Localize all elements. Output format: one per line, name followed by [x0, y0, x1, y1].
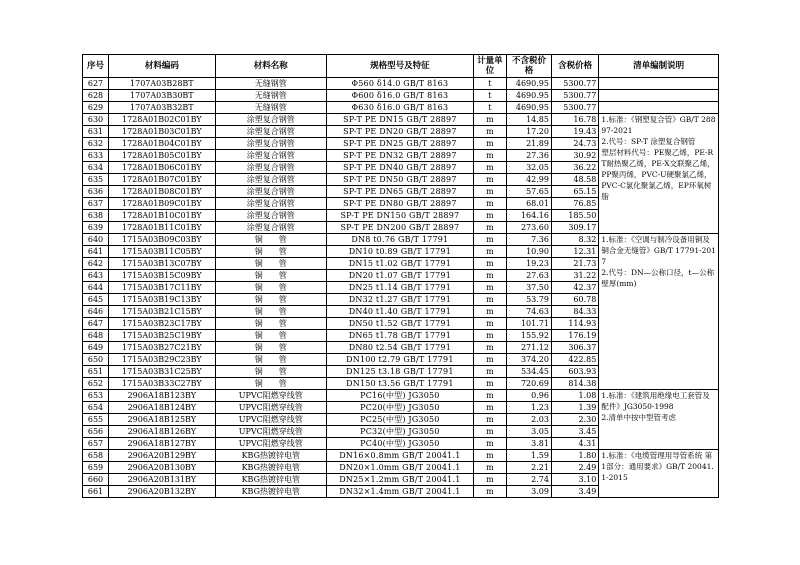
cell-code: 1728A01B07C01BY: [109, 174, 216, 186]
header-spec: 规格型号及特征: [326, 55, 473, 78]
cell-spec: DN25×1.2mm GB/T 20041.1: [326, 474, 473, 486]
cell-price-excl-tax: 19.23: [506, 258, 551, 270]
cell-spec: SP-T PE DN150 GB/T 28897: [326, 210, 473, 222]
cell-price-excl-tax: 374.20: [506, 354, 551, 366]
cell-name: 铜 管: [215, 234, 326, 246]
cell-name: 无缝钢管: [215, 102, 326, 114]
cell-code: 1715A03B21C15BY: [109, 306, 216, 318]
cell-price-incl-tax: 5300.77: [551, 78, 598, 90]
cell-name: UPVC阻燃穿线管: [215, 414, 326, 426]
cell-unit: m: [473, 210, 506, 222]
cell-name: 涂塑复合钢管: [215, 114, 326, 126]
cell-name: KBG热镀锌电管: [215, 474, 326, 486]
cell-price-incl-tax: 16.78: [551, 114, 598, 126]
cell-name: 涂塑复合钢管: [215, 162, 326, 174]
cell-code: 2906A20B131BY: [109, 474, 216, 486]
cell-price-excl-tax: 4690.95: [506, 90, 551, 102]
cell-spec: DN40 t1.40 GB/T 17791: [326, 306, 473, 318]
cell-seq: 634: [83, 162, 109, 174]
cell-price-incl-tax: 3.10: [551, 474, 598, 486]
header-code: 材料编码: [109, 55, 216, 78]
cell-spec: Φ560 δ14.0 GB/T 8163: [326, 78, 473, 90]
cell-name: 铜 管: [215, 246, 326, 258]
cell-price-incl-tax: 65.15: [551, 186, 598, 198]
cell-name: UPVC阻燃穿线管: [215, 426, 326, 438]
cell-unit: m: [473, 126, 506, 138]
cell-spec: SP-T PE DN40 GB/T 28897: [326, 162, 473, 174]
cell-notes-empty: [599, 78, 719, 90]
cell-unit: m: [473, 462, 506, 474]
cell-unit: m: [473, 306, 506, 318]
cell-price-incl-tax: 60.78: [551, 294, 598, 306]
cell-name: 涂塑复合钢管: [215, 198, 326, 210]
cell-notes-empty: [599, 102, 719, 114]
cell-seq: 650: [83, 354, 109, 366]
table-row: [83, 450, 719, 462]
cell-price-excl-tax: 2.03: [506, 414, 551, 426]
cell-unit: m: [473, 150, 506, 162]
cell-code: 1715A03B19C13BY: [109, 294, 216, 306]
cell-spec: SP-T PE DN80 GB/T 28897: [326, 198, 473, 210]
header-seq: 序号: [83, 55, 109, 78]
cell-price-incl-tax: 84.33: [551, 306, 598, 318]
cell-price-excl-tax: 3.05: [506, 426, 551, 438]
cell-code: 1715A03B13C07BY: [109, 258, 216, 270]
cell-spec: SP-T PE DN32 GB/T 28897: [326, 150, 473, 162]
cell-seq: 628: [83, 90, 109, 102]
cell-code: 1728A01B04C01BY: [109, 138, 216, 150]
cell-price-incl-tax: 3.49: [551, 486, 598, 498]
cell-seq: 648: [83, 330, 109, 342]
cell-spec: DN32×1.4mm GB/T 20041.1: [326, 486, 473, 498]
cell-spec: DN8 t0.76 GB/T 17791: [326, 234, 473, 246]
cell-code: 1728A01B03C01BY: [109, 126, 216, 138]
cell-price-excl-tax: 57.65: [506, 186, 551, 198]
cell-spec: DN150 t3.56 GB/T 17791: [326, 378, 473, 390]
cell-spec: DN16×0.8mm GB/T 20041.1: [326, 450, 473, 462]
cell-price-excl-tax: 3.09: [506, 486, 551, 498]
cell-seq: 654: [83, 402, 109, 414]
cell-seq: 642: [83, 258, 109, 270]
cell-seq: 652: [83, 378, 109, 390]
cell-name: UPVC阻燃穿线管: [215, 438, 326, 450]
table-row: [83, 390, 719, 402]
cell-price-incl-tax: 31.22: [551, 270, 598, 282]
cell-seq: 631: [83, 126, 109, 138]
cell-price-excl-tax: 720.69: [506, 378, 551, 390]
cell-code: 2906A20B132BY: [109, 486, 216, 498]
cell-price-incl-tax: 30.92: [551, 150, 598, 162]
cell-seq: 640: [83, 234, 109, 246]
cell-name: KBG热镀锌电管: [215, 450, 326, 462]
cell-price-incl-tax: 1.80: [551, 450, 598, 462]
cell-seq: 657: [83, 438, 109, 450]
cell-seq: 655: [83, 414, 109, 426]
cell-unit: t: [473, 78, 506, 90]
cell-unit: m: [473, 486, 506, 498]
cell-spec: SP-T PE DN15 GB/T 28897: [326, 114, 473, 126]
cell-code: 2906A18B126BY: [109, 426, 216, 438]
cell-unit: m: [473, 246, 506, 258]
cell-seq: 635: [83, 174, 109, 186]
cell-spec: DN65 t1.78 GB/T 17791: [326, 330, 473, 342]
cell-price-excl-tax: 2.74: [506, 474, 551, 486]
cell-code: 2906A20B129BY: [109, 450, 216, 462]
cell-price-excl-tax: 0.96: [506, 390, 551, 402]
cell-seq: 653: [83, 390, 109, 402]
cell-price-incl-tax: 603.93: [551, 366, 598, 378]
cell-name: 涂塑复合钢管: [215, 186, 326, 198]
cell-price-incl-tax: 1.39: [551, 402, 598, 414]
table-row: [83, 234, 719, 246]
cell-seq: 629: [83, 102, 109, 114]
table-row: [83, 102, 719, 114]
cell-spec: SP-T PE DN20 GB/T 28897: [326, 126, 473, 138]
cell-price-excl-tax: 155.92: [506, 330, 551, 342]
cell-price-incl-tax: 422.85: [551, 354, 598, 366]
cell-spec: PC20(中型) JG3050: [326, 402, 473, 414]
table-body: [83, 78, 719, 498]
cell-name: 涂塑复合钢管: [215, 150, 326, 162]
cell-name: 铜 管: [215, 318, 326, 330]
cell-price-incl-tax: 114.93: [551, 318, 598, 330]
cell-unit: m: [473, 318, 506, 330]
cell-seq: 651: [83, 366, 109, 378]
cell-seq: 645: [83, 294, 109, 306]
cell-price-incl-tax: 5300.77: [551, 102, 598, 114]
cell-unit: m: [473, 198, 506, 210]
cell-price-incl-tax: 185.50: [551, 210, 598, 222]
cell-spec: Φ630 δ16.0 GB/T 8163: [326, 102, 473, 114]
cell-spec: PC16(中型) JG3050: [326, 390, 473, 402]
cell-unit: m: [473, 282, 506, 294]
cell-price-incl-tax: 176.19: [551, 330, 598, 342]
table-row: [83, 114, 719, 126]
cell-price-excl-tax: 27.63: [506, 270, 551, 282]
cell-price-excl-tax: 1.23: [506, 402, 551, 414]
cell-price-excl-tax: 32.05: [506, 162, 551, 174]
cell-name: 铜 管: [215, 294, 326, 306]
cell-spec: DN100 t2.79 GB/T 17791: [326, 354, 473, 366]
cell-notes: 1.标准：《建筑用绝缘电工套管及配件》JG3050-1998 2.清单中按中型管考虑: [599, 390, 719, 450]
cell-price-excl-tax: 21.89: [506, 138, 551, 150]
cell-price-incl-tax: 48.58: [551, 174, 598, 186]
cell-name: 铜 管: [215, 258, 326, 270]
cell-price-incl-tax: 12.31: [551, 246, 598, 258]
cell-code: 1715A03B33C27BY: [109, 378, 216, 390]
cell-spec: DN32 t1.27 GB/T 17791: [326, 294, 473, 306]
cell-unit: m: [473, 138, 506, 150]
cell-spec: PC32(中型) JG3050: [326, 426, 473, 438]
cell-code: 1728A01B08C01BY: [109, 186, 216, 198]
cell-seq: 661: [83, 486, 109, 498]
cell-unit: m: [473, 474, 506, 486]
cell-code: 1728A01B02C01BY: [109, 114, 216, 126]
cell-code: 2906A20B130BY: [109, 462, 216, 474]
cell-code: 1728A01B10C01BY: [109, 210, 216, 222]
cell-notes: 1.标准：《空调与制冷设备用铜及铜合金无缝管》GB/T 17791-2017 2.代号：DN—公称口径，t—公称壁厚(mm): [599, 234, 719, 390]
cell-name: 涂塑复合钢管: [215, 222, 326, 234]
cell-unit: t: [473, 90, 506, 102]
cell-price-excl-tax: 4690.95: [506, 78, 551, 90]
cell-price-incl-tax: 306.37: [551, 342, 598, 354]
cell-name: 涂塑复合钢管: [215, 174, 326, 186]
cell-price-incl-tax: 814.38: [551, 378, 598, 390]
cell-price-excl-tax: 3.81: [506, 438, 551, 450]
cell-unit: m: [473, 354, 506, 366]
cell-name: 铜 管: [215, 378, 326, 390]
header-name: 材料名称: [215, 55, 326, 78]
cell-unit: m: [473, 114, 506, 126]
cell-code: 1728A01B09C01BY: [109, 198, 216, 210]
cell-spec: SP-T PE DN25 GB/T 28897: [326, 138, 473, 150]
cell-code: 1728A01B05C01BY: [109, 150, 216, 162]
cell-spec: Φ600 δ16.0 GB/T 8163: [326, 90, 473, 102]
cell-spec: SP-T PE DN200 GB/T 28897: [326, 222, 473, 234]
cell-price-incl-tax: 36.22: [551, 162, 598, 174]
cell-price-excl-tax: 37.50: [506, 282, 551, 294]
cell-code: 1715A03B23C17BY: [109, 318, 216, 330]
cell-name: 铜 管: [215, 330, 326, 342]
cell-name: 无缝钢管: [215, 78, 326, 90]
cell-price-excl-tax: 17.20: [506, 126, 551, 138]
cell-price-excl-tax: 1.59: [506, 450, 551, 462]
cell-seq: 639: [83, 222, 109, 234]
cell-code: 1715A03B15C09BY: [109, 270, 216, 282]
cell-code: 1715A03B31C25BY: [109, 366, 216, 378]
cell-notes: 1.标准：《电缆管理用导管系统 第1部分：通用要求》GB/T 20041.1-2015: [599, 450, 719, 498]
cell-unit: m: [473, 342, 506, 354]
cell-seq: 644: [83, 282, 109, 294]
cell-spec: DN125 t3.18 GB/T 17791: [326, 366, 473, 378]
cell-name: 铜 管: [215, 366, 326, 378]
cell-name: 铜 管: [215, 270, 326, 282]
cell-price-excl-tax: 42.99: [506, 174, 551, 186]
cell-notes-empty: [599, 90, 719, 102]
header-unit: 计量单位: [473, 55, 506, 78]
cell-name: KBG热镀锌电管: [215, 486, 326, 498]
cell-spec: DN15 t1.02 GB/T 17791: [326, 258, 473, 270]
cell-unit: m: [473, 366, 506, 378]
cell-seq: 627: [83, 78, 109, 90]
cell-name: 铜 管: [215, 282, 326, 294]
cell-price-incl-tax: 76.85: [551, 198, 598, 210]
cell-spec: DN20 t1.07 GB/T 17791: [326, 270, 473, 282]
cell-price-excl-tax: 68.01: [506, 198, 551, 210]
cell-seq: 646: [83, 306, 109, 318]
cell-price-excl-tax: 2.21: [506, 462, 551, 474]
cell-spec: PC40(中型) JG3050: [326, 438, 473, 450]
cell-price-excl-tax: 27.36: [506, 150, 551, 162]
cell-seq: 658: [83, 450, 109, 462]
cell-code: 1715A03B29C23BY: [109, 354, 216, 366]
cell-price-excl-tax: 14.85: [506, 114, 551, 126]
cell-spec: DN10 t0.89 GB/T 17791: [326, 246, 473, 258]
cell-seq: 647: [83, 318, 109, 330]
header-price-incl-tax: 含税价格: [551, 55, 598, 78]
cell-code: 1707A03B28BT: [109, 78, 216, 90]
cell-unit: m: [473, 234, 506, 246]
header-row: [83, 55, 719, 78]
cell-code: 2906A18B125BY: [109, 414, 216, 426]
cell-name: 铜 管: [215, 354, 326, 366]
cell-unit: m: [473, 270, 506, 282]
cell-spec: DN50 t1.52 GB/T 17791: [326, 318, 473, 330]
cell-spec: SP-T PE DN65 GB/T 28897: [326, 186, 473, 198]
cell-seq: 656: [83, 426, 109, 438]
cell-code: 1707A03B32BT: [109, 102, 216, 114]
cell-seq: 660: [83, 474, 109, 486]
cell-unit: m: [473, 438, 506, 450]
cell-name: UPVC阻燃穿线管: [215, 402, 326, 414]
cell-code: 2906A18B124BY: [109, 402, 216, 414]
cell-spec: DN25 t1.14 GB/T 17791: [326, 282, 473, 294]
cell-unit: m: [473, 330, 506, 342]
cell-seq: 633: [83, 150, 109, 162]
cell-code: 2906A18B127BY: [109, 438, 216, 450]
cell-price-incl-tax: 1.08: [551, 390, 598, 402]
cell-code: 1707A03B30BT: [109, 90, 216, 102]
cell-code: 1715A03B09C03BY: [109, 234, 216, 246]
cell-price-incl-tax: 2.30: [551, 414, 598, 426]
cell-code: 2906A18B123BY: [109, 390, 216, 402]
cell-price-excl-tax: 273.60: [506, 222, 551, 234]
cell-price-excl-tax: 7.36: [506, 234, 551, 246]
cell-price-incl-tax: 19.43: [551, 126, 598, 138]
header-notes: 清单编制说明: [599, 55, 719, 78]
cell-unit: m: [473, 222, 506, 234]
cell-price-incl-tax: 24.73: [551, 138, 598, 150]
cell-code: 1728A01B11C01BY: [109, 222, 216, 234]
cell-name: KBG热镀锌电管: [215, 462, 326, 474]
cell-price-excl-tax: 4690.95: [506, 102, 551, 114]
cell-unit: m: [473, 258, 506, 270]
cell-seq: 632: [83, 138, 109, 150]
cell-unit: t: [473, 102, 506, 114]
cell-price-excl-tax: 164.16: [506, 210, 551, 222]
cell-unit: m: [473, 390, 506, 402]
cell-name: 无缝钢管: [215, 90, 326, 102]
price-table: [82, 54, 719, 498]
cell-price-excl-tax: 271.12: [506, 342, 551, 354]
cell-price-incl-tax: 2.49: [551, 462, 598, 474]
cell-seq: 638: [83, 210, 109, 222]
cell-spec: SP-T PE DN50 GB/T 28897: [326, 174, 473, 186]
cell-price-incl-tax: 42.37: [551, 282, 598, 294]
cell-price-excl-tax: 534.45: [506, 366, 551, 378]
cell-code: 1728A01B06C01BY: [109, 162, 216, 174]
cell-price-incl-tax: 21.73: [551, 258, 598, 270]
cell-code: 1715A03B17C11BY: [109, 282, 216, 294]
cell-unit: m: [473, 450, 506, 462]
cell-seq: 659: [83, 462, 109, 474]
cell-code: 1715A03B11C05BY: [109, 246, 216, 258]
cell-name: 涂塑复合钢管: [215, 126, 326, 138]
cell-spec: DN80 t2.54 GB/T 17791: [326, 342, 473, 354]
cell-unit: m: [473, 378, 506, 390]
cell-price-incl-tax: 5300.77: [551, 90, 598, 102]
cell-price-incl-tax: 4.31: [551, 438, 598, 450]
header-price-excl-tax: 不含税价 格: [506, 55, 551, 78]
cell-unit: m: [473, 402, 506, 414]
cell-notes: 1.标准：《钢塑复合管》GB/T 28897-2021 2.代号：SP-T 涂塑复合钢管 塑层材料代号：PE聚乙烯，PE-RT耐热聚乙烯，PE-X交联聚乙烯，PP聚丙烯，PVC-U硬聚氯乙烯，PVC-C氯化聚氯乙烯，EP环氧树脂: [599, 114, 719, 234]
cell-spec: DN20×1.0mm GB/T 20041.1: [326, 462, 473, 474]
cell-price-incl-tax: 8.32: [551, 234, 598, 246]
cell-unit: m: [473, 426, 506, 438]
cell-code: 1715A03B25C19BY: [109, 330, 216, 342]
cell-unit: m: [473, 186, 506, 198]
cell-name: UPVC阻燃穿线管: [215, 390, 326, 402]
cell-spec: PC25(中型) JG3050: [326, 414, 473, 426]
cell-unit: m: [473, 162, 506, 174]
cell-unit: m: [473, 294, 506, 306]
table-row: [83, 78, 719, 90]
cell-price-excl-tax: 74.63: [506, 306, 551, 318]
cell-seq: 636: [83, 186, 109, 198]
table-row: [83, 90, 719, 102]
cell-name: 铜 管: [215, 306, 326, 318]
cell-name: 铜 管: [215, 342, 326, 354]
cell-seq: 643: [83, 270, 109, 282]
cell-seq: 649: [83, 342, 109, 354]
cell-name: 涂塑复合钢管: [215, 210, 326, 222]
cell-price-incl-tax: 309.17: [551, 222, 598, 234]
cell-seq: 630: [83, 114, 109, 126]
cell-price-excl-tax: 10.90: [506, 246, 551, 258]
cell-unit: m: [473, 174, 506, 186]
cell-name: 涂塑复合钢管: [215, 138, 326, 150]
cell-seq: 641: [83, 246, 109, 258]
cell-price-excl-tax: 53.79: [506, 294, 551, 306]
cell-seq: 637: [83, 198, 109, 210]
cell-price-excl-tax: 101.71: [506, 318, 551, 330]
cell-unit: m: [473, 414, 506, 426]
cell-code: 1715A03B27C21BY: [109, 342, 216, 354]
cell-price-incl-tax: 3.45: [551, 426, 598, 438]
